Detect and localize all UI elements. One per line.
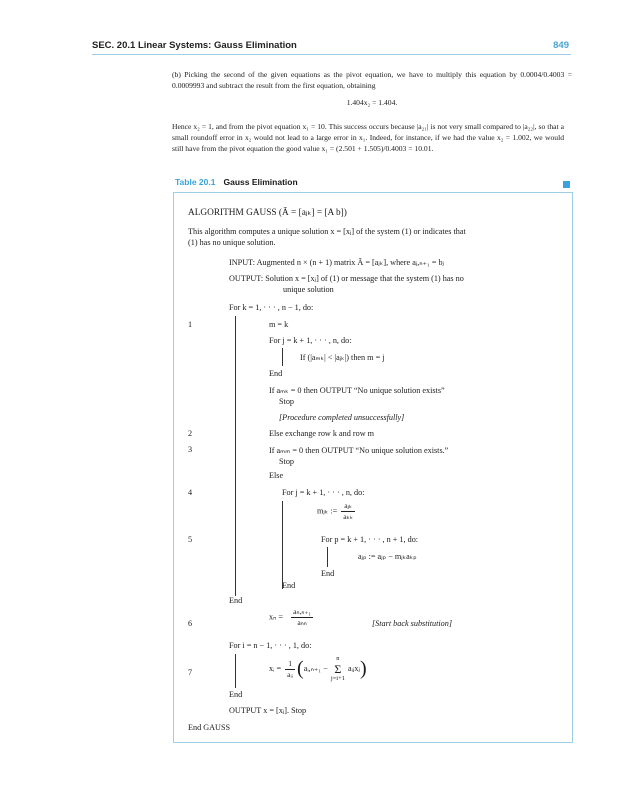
step-1: 1 [188,320,193,329]
xn-fraction [291,607,313,628]
right-paren: ) [359,657,367,680]
xn-lhs: xₙ = [269,612,284,622]
output-x-stop: OUTPUT x = [xⱼ]. Stop [229,706,307,715]
for-i-loop: For i = n − 1, · · · , 1, do: [229,641,312,650]
if-amk-condition: If (|aₘₖ| < |aⱼₖ|) then m = j [300,353,385,362]
output-line-2: unique solution [283,285,334,294]
left-paren: ( [297,657,304,680]
algorithm-heading: ALGORITHM GAUSS (Ã = [aⱼₖ] = [A b]) [188,208,347,218]
back-substitution-note: [Start back substitution] [372,619,453,628]
stop-2: Stop [279,457,295,466]
for-p-bracket [327,547,328,567]
if-amm-output: If aₘₘ = 0 then OUTPUT “No unique solution exists.” [269,446,449,455]
sum-upper-limit: n [336,655,340,662]
step-6: 6 [188,619,193,628]
end-gauss: End GAUSS [188,723,231,732]
table-caption [175,177,298,187]
for-k-bracket [235,316,236,596]
mjk-fraction [341,501,355,522]
mjk-denominator: aₖₖ [343,512,354,521]
input-line: INPUT: Augmented n × (n + 1) matrix Ã = [aⱼₖ], where aⱼ,ₙ₊₁ = bⱼ [229,258,444,267]
algorithm-box [173,192,573,743]
mjk-numerator: aⱼₖ [344,501,353,510]
summation [331,655,345,683]
xi-numerator: 1 [288,658,292,668]
sum-lower-limit: j=i+1 [330,675,346,682]
xi-sum-term: aᵢⱼxⱼ [348,663,360,673]
for-j2-loop: For j = k + 1, · · · , n, do: [282,488,365,497]
for-i-bracket [235,654,236,688]
sum-sigma: Σ [334,662,342,676]
end-for-j2: End [282,581,296,590]
procedure-unsuccessful: [Procedure completed unsuccessfully] [279,413,405,422]
table-number: Table 20.1 [175,177,216,187]
end-for-k: End [229,596,243,605]
step-5: 5 [188,535,193,544]
step-2: 2 [188,429,193,438]
for-k-loop: For k = 1, · · · , n − 1, do: [229,303,314,312]
description-line-2: (1) has no unique solution. [188,238,276,247]
table-title: Gauss Elimination [223,177,298,187]
end-for-j: End [269,369,283,378]
xn-denominator: aₙₙ [291,617,313,628]
xi-fraction [285,659,295,680]
xi-first-term: aᵢ,ₙ₊₁ − [303,663,328,673]
for-p-loop: For p = k + 1, · · · , n + 1, do: [321,535,419,544]
step-3: 3 [188,445,193,454]
xi-formula [269,655,367,683]
hence-paragraph: Hence x₂ = 1, and from the pivot equation x₁ = 10. This success occurs because |a₂₁| is not very small compared to |a₂₂|, so that a small roundoff error in x₂ would not lead to a large error in x₁. Indeed, for instance, if we had the value x₂ = 1.002, we would still have from the pivot equation the good value x₁ = (2.501 + 1.505)/0.4003 = 10.01. [172,122,564,153]
output-line-1: OUTPUT: Solution x = [xⱼ] of (1) or message that the system (1) has no [229,274,464,283]
if-zero-output: If aₘₖ = 0 then OUTPUT “No unique solution exists” [269,386,445,395]
page-number: 849 [553,40,569,51]
for-j-loop: For j = k + 1, · · · , n, do: [269,336,352,345]
m-assign: m = k [269,320,289,329]
running-header-section: SEC. 20.1 Linear Systems: Gauss Elimination [92,40,297,51]
end-of-proof-square [563,181,570,188]
for-j-bracket [282,348,283,366]
header-rule [92,54,571,55]
step-7: 7 [188,668,193,677]
mjk-formula [317,501,357,522]
step-4: 4 [188,488,193,497]
xi-lhs: xᵢ = [269,663,282,673]
end-for-i: End [229,690,243,699]
description-line-1: This algorithm computes a unique solution x = [xⱼ] of the system (1) or indicates that [188,227,466,236]
mjk-lhs: mⱼₖ := [317,506,338,516]
display-equation: 1.404x₂ = 1.404. [346,98,398,107]
else-branch: Else [269,471,284,480]
ajp-update: aⱼₚ := aⱼₚ − mⱼₖaₖₚ [358,552,417,561]
xi-denominator: aᵢᵢ [287,669,294,679]
xn-formula [269,607,315,628]
stop-1: Stop [279,397,295,406]
else-exchange: Else exchange row k and row m [269,429,375,438]
part-b-paragraph: (b) Picking the second of the given equations as the pivot equation, we have to multiply this equation by 0.0004/0.4003 = 0.0009993 and subtract the result from the first equation, obtaining [172,70,572,90]
xn-numerator: aₙ,ₙ₊₁ [293,607,312,616]
end-for-p: End [321,569,335,578]
for-j2-bracket [282,501,283,589]
